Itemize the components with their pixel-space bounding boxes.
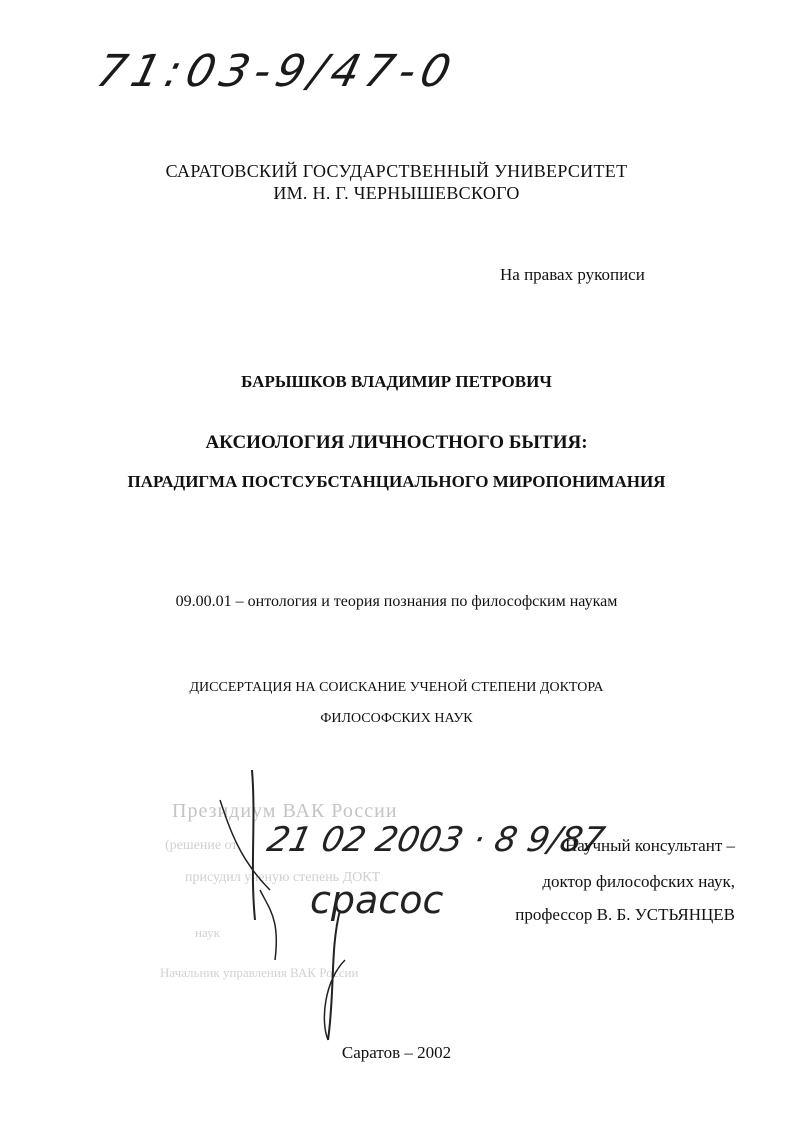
degree-line-1: ДИССЕРТАЦИЯ НА СОИСКАНИЕ УЧЕНОЙ СТЕПЕНИ ДОКТОРА bbox=[189, 680, 604, 695]
handwritten-archive-number: 71:03-9/47-0 bbox=[91, 46, 462, 97]
degree-line-2: ФИЛОСОФСКИХ НАУК bbox=[320, 711, 473, 726]
consultant-name: профессор В. Б. УСТЬЯНЦЕВ bbox=[515, 905, 735, 924]
consultant-degree: доктор философских наук, bbox=[542, 872, 735, 891]
signature-handwriting: срасос bbox=[310, 878, 444, 922]
signature-date: 21 02 2003 · 8 9/87 bbox=[263, 820, 609, 860]
university-line-1: САРАТОВСКИЙ ГОСУДАРСТВЕННЫЙ УНИВЕРСИТЕТ bbox=[165, 161, 628, 181]
author-name: БАРЫШКОВ ВЛАДИМИР ПЕТРОВИЧ bbox=[241, 372, 552, 391]
stamp-line-5: Начальник управления ВАК России bbox=[160, 965, 359, 980]
university-line-2: ИМ. Н. Г. ЧЕРНЫШЕВСКОГО bbox=[273, 183, 520, 203]
specialty-code: 09.00.01 – онтология и теория познания по философским наукам bbox=[175, 593, 618, 610]
stamp-line-3: присудил ученую степень ДОКТ bbox=[185, 870, 381, 885]
consultant-label: Научный консультант – bbox=[565, 836, 735, 855]
stamp-line-2: (решение от bbox=[165, 838, 238, 853]
city-year: Саратов – 2002 bbox=[341, 1043, 452, 1062]
dissertation-title: АКСИОЛОГИЯ ЛИЧНОСТНОГО БЫТИЯ: bbox=[205, 432, 588, 453]
university-name bbox=[0, 160, 793, 204]
dissertation-subtitle: ПАРАДИГМА ПОСТСУБСТАНЦИАЛЬНОГО МИРОПОНИМАНИЯ bbox=[127, 472, 666, 491]
stamp-line-1: Президиум ВАК России bbox=[172, 800, 398, 822]
stamp-line-4: наук bbox=[195, 925, 220, 940]
manuscript-rights-note: На правах рукописи bbox=[500, 265, 645, 284]
